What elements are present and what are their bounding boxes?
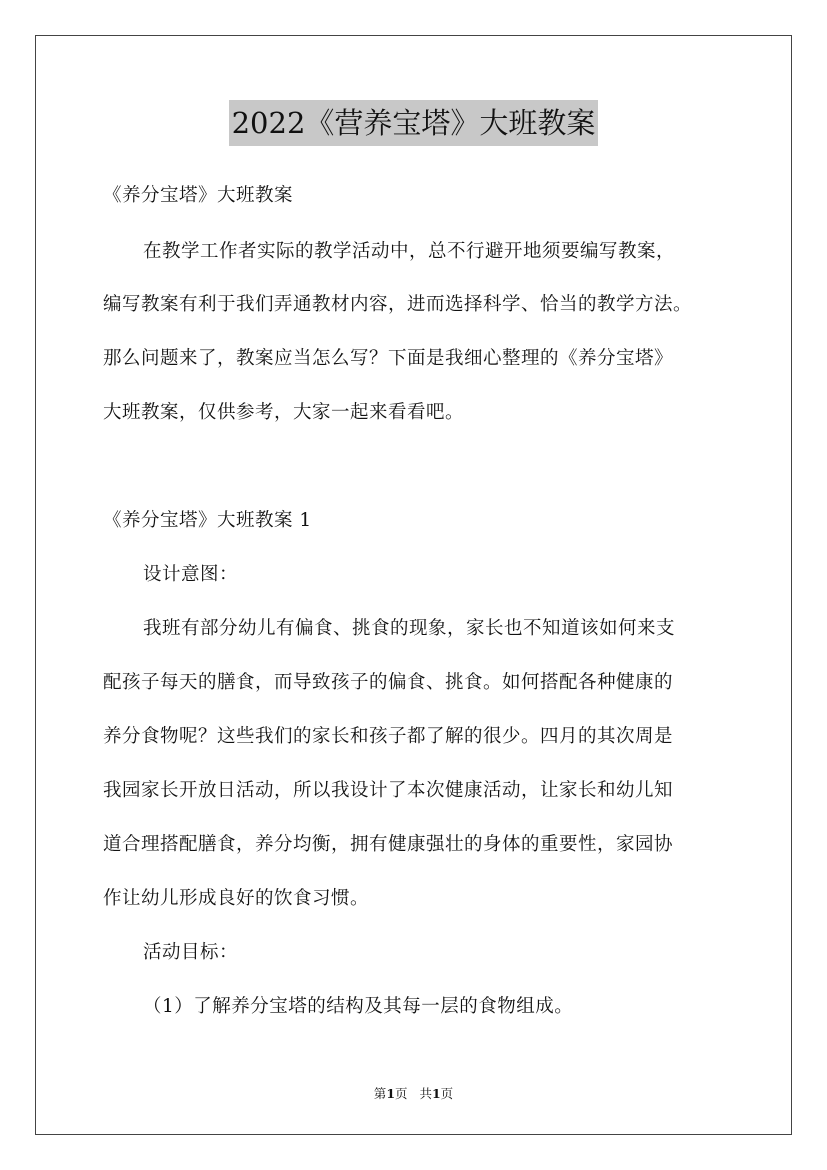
paragraph-line: 养分食物呢？这些我们的家长和孩子都了解的很少。四月的其次周是: [103, 726, 674, 747]
total-pages: 1: [431, 1086, 441, 1101]
paragraph-line: 在教学工作者实际的教学活动中，总不行避开地须要编写教案，: [143, 241, 676, 262]
paragraph-line: 我班有部分幼儿有偏食、挑食的现象，家长也不知道该如何来支: [143, 618, 676, 639]
page-number: 1: [386, 1086, 396, 1101]
section-subheading: 活动目标：: [143, 942, 239, 963]
list-item: （1）了解养分宝塔的结构及其每一层的食物组成。: [143, 996, 574, 1017]
section-heading: 《养分宝塔》大班教案 1: [103, 510, 312, 531]
page-label-suffix: 页: [395, 1086, 408, 1101]
paragraph-line: 作让幼儿形成良好的饮食习惯。: [103, 888, 370, 909]
page-footer: [0, 1084, 827, 1102]
paragraph-line: 道合理搭配膳食，养分均衡，拥有健康强壮的身体的重要性，家园协: [103, 834, 674, 855]
document-title: 2022《营养宝塔》大班教案: [229, 100, 599, 146]
section-subheading: 设计意图：: [143, 564, 239, 585]
paragraph-line: 我园家长开放日活动，所以我设计了本次健康活动，让家长和幼儿知: [103, 780, 674, 801]
total-label-suffix: 页: [440, 1086, 454, 1101]
subtitle-line: 《养分宝塔》大班教案: [103, 185, 294, 206]
paragraph-line: 大班教案，仅供参考，大家一起来看看吧。: [103, 402, 465, 423]
total-label-prefix: 共: [419, 1086, 432, 1101]
page-label-prefix: 第: [373, 1086, 387, 1101]
document-title-wrapper: [0, 100, 827, 146]
paragraph-line: 那么问题来了，教案应当怎么写？下面是我细心整理的《养分宝塔》: [103, 348, 674, 369]
paragraph-line: 编写教案有利于我们弄通教材内容，进而选择科学、恰当的教学方法。: [103, 294, 693, 315]
paragraph-line: 配孩子每天的膳食，而导致孩子的偏食、挑食。如何搭配各种健康的: [103, 672, 674, 693]
